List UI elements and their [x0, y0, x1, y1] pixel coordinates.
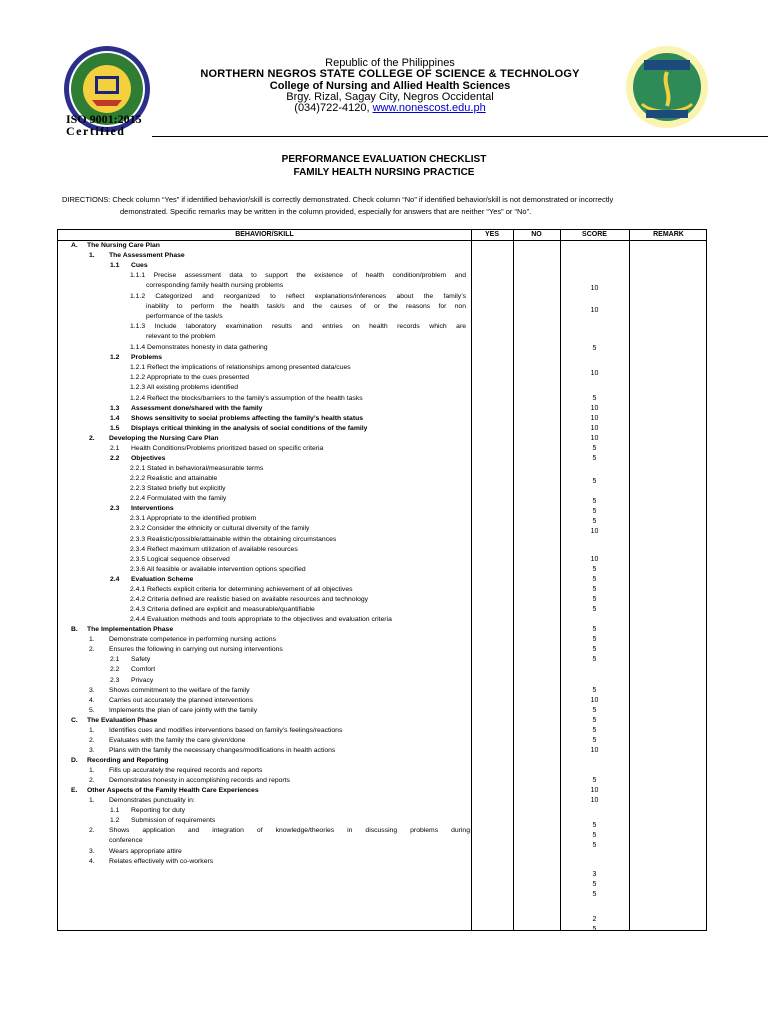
address-line: Brgy. Rizal, Sagay City, Negros Occidental	[286, 91, 494, 103]
row-text: Problems	[131, 354, 162, 361]
score-value: 5	[592, 822, 597, 829]
column-divider	[513, 230, 514, 930]
row-number: 1.2	[110, 817, 120, 824]
score-value: 5	[592, 508, 597, 515]
row-number: 4.	[89, 697, 95, 704]
row-text: Recording and Reporting	[87, 757, 169, 764]
row-number: 3.	[89, 848, 95, 855]
score-value: 10	[590, 370, 599, 377]
score-value: 10	[590, 556, 599, 563]
row-number: 2.	[89, 435, 95, 442]
header-behavior-skill: BEHAVIOR/SKILL	[235, 231, 294, 238]
evaluation-table	[57, 229, 707, 931]
score-value: 10	[590, 415, 599, 422]
score-value: 5	[592, 518, 597, 525]
row-number: 2.2	[110, 666, 120, 673]
row-text: Safety	[131, 656, 151, 663]
row-text: 2.4.4 Evaluation methods and tools appropriate to the objectives and evaluation criteria	[130, 616, 392, 623]
row-text: 2.4.1 Reflects explicit criteria for determining achievement of all objectives	[130, 586, 353, 593]
score-value: 5	[592, 687, 597, 694]
score-value: 5	[592, 606, 597, 613]
iso-standard: ISO 9001:2015	[66, 112, 142, 126]
row-number: 2.	[89, 646, 95, 653]
row-text: corresponding family health nursing problems	[146, 282, 284, 289]
score-value: 5	[592, 498, 597, 505]
row-number: 1.	[89, 727, 95, 734]
row-text: Displays critical thinking in the analysis of social conditions of the family	[131, 425, 368, 432]
website-link[interactable]: www.nonescost.edu.ph	[372, 102, 486, 114]
score-value: 5	[592, 717, 597, 724]
school-name: NORTHERN NEGROS STATE COLLEGE OF SCIENCE & TECHNOLOGY	[200, 68, 580, 80]
row-text: 2.3.4 Reflect maximum utilization of available resources	[130, 546, 298, 553]
row-text: 2.4.2 Criteria defined are realistic based on available resources and technology	[130, 596, 369, 603]
header-remark: REMARK	[653, 231, 684, 238]
row-text: The Nursing Care Plan	[87, 242, 160, 249]
college-name: College of Nursing and Allied Health Sciences	[269, 80, 511, 92]
score-value: 5	[592, 626, 597, 633]
iso-certification	[66, 113, 142, 137]
header-score: SCORE	[582, 231, 607, 238]
row-text: Reporting for duty	[131, 807, 186, 814]
score-value: 5	[592, 395, 597, 402]
row-number: 1.4	[110, 415, 120, 422]
row-text: 2.2.4 Formulated with the family	[130, 495, 227, 502]
row-number: D.	[71, 757, 78, 764]
score-value: 5	[592, 566, 597, 573]
row-text: The Evaluation Phase	[87, 717, 158, 724]
contact-line	[160, 102, 620, 114]
row-text: 1.1.2 Categorized and reorganized to reflect explanations/inferences about the family’s	[130, 293, 466, 300]
row-number: 1.1	[110, 807, 120, 814]
score-value: 10	[590, 307, 599, 314]
score-value: 5	[592, 345, 597, 352]
score-value: 5	[592, 737, 597, 744]
score-value: 5	[592, 455, 597, 462]
score-value: 10	[590, 425, 599, 432]
row-text: performance of the task/s	[146, 313, 223, 320]
row-number: 1.	[89, 767, 95, 774]
row-text: 2.3.5 Logical sequence observed	[130, 556, 230, 563]
row-number: C.	[71, 717, 78, 724]
row-number: A.	[71, 242, 78, 249]
row-number: 1.1	[110, 262, 120, 269]
row-text: Shows application and integration of knowledge/theories in discussing problems during	[109, 827, 470, 834]
row-text: Evaluation Scheme	[131, 576, 194, 583]
score-value: 5	[592, 576, 597, 583]
score-value: 5	[592, 842, 597, 849]
row-text: 1.1.4 Demonstrates honesty in data gathering	[130, 344, 268, 351]
row-text: Privacy	[131, 677, 154, 684]
row-text: 2.3.3 Realistic/possible/attainable within the obtaining circumstances	[130, 536, 337, 543]
score-value: 10	[590, 787, 599, 794]
row-text: 2.4.3 Criteria defined are explicit and measurable/quantifiable	[130, 606, 315, 613]
row-number: B.	[71, 626, 78, 633]
row-text: Developing the Nursing Care Plan	[109, 435, 219, 442]
directions-line-2: demonstrated. Specific remarks may be written in the column provided, especially for answers that are neither “Yes” or “No”.	[120, 207, 532, 216]
row-number: 1.3	[110, 405, 120, 412]
row-text: Demonstrates honesty in accomplishing records and reports	[109, 777, 290, 784]
row-text: 2.2.1 Stated in behavioral/measurable terms	[130, 465, 264, 472]
row-text: 2.2.3 Stated briefly but explicitly	[130, 485, 226, 492]
row-number: 2.	[89, 777, 95, 784]
row-text: The Assessment Phase	[109, 252, 185, 259]
row-number: E.	[71, 787, 78, 794]
column-divider	[629, 230, 630, 930]
row-text: Implements the plan of care jointly with the family	[109, 707, 258, 714]
score-value: 3	[592, 871, 597, 878]
row-text: 1.2.3 All existing problems identified	[130, 384, 239, 391]
row-number: 1.	[89, 636, 95, 643]
row-text: 1.1.1 Precise assessment data to support the existence of health condition/problem and	[130, 272, 466, 279]
row-text: Assessment done/shared with the family	[131, 405, 263, 412]
score-value: 10	[590, 285, 599, 292]
header-rule	[152, 136, 768, 137]
row-number: 2.3	[110, 677, 120, 684]
phone-number: (034)722-4120,	[294, 102, 370, 114]
row-number: 2.1	[110, 656, 120, 663]
row-text: Identifies cues and modifies interventions based on family’s feelings/reactions	[109, 727, 343, 734]
score-value: 10	[590, 797, 599, 804]
row-text: 1.2.4 Reflect the blocks/barriers to the family’s assumption of the health tasks	[130, 395, 363, 402]
score-value: 5	[592, 646, 597, 653]
row-number: 4.	[89, 858, 95, 865]
score-value: 10	[590, 405, 599, 412]
row-text: 2.2.2 Realistic and attainable	[130, 475, 218, 482]
row-number: 3.	[89, 687, 95, 694]
score-value: 5	[592, 777, 597, 784]
row-text: Ensures the following in carrying out nursing interventions	[109, 646, 283, 653]
row-text: Interventions	[131, 505, 174, 512]
header-no: NO	[531, 231, 542, 238]
column-divider	[471, 230, 472, 930]
score-value: 5	[592, 656, 597, 663]
score-value: 5	[592, 586, 597, 593]
row-text: 2.3.1 Appropriate to the identified problem	[130, 515, 257, 522]
score-value: 5	[592, 636, 597, 643]
document-subtitle: FAMILY HEALTH NURSING PRACTICE	[293, 167, 475, 178]
row-text: Objectives	[131, 455, 166, 462]
score-value: 5	[592, 478, 597, 485]
score-value: 2	[592, 916, 597, 923]
row-number: 5.	[89, 707, 95, 714]
row-text: 2.3.6 All feasible or available intervention options specified	[130, 566, 306, 573]
score-value: 10	[590, 435, 599, 442]
row-text: inability to perform the health task/s and the causes of or the reasons for non	[146, 303, 466, 310]
score-value: 5	[592, 891, 597, 898]
row-number: 3.	[89, 747, 95, 754]
row-number: 2.2	[110, 455, 120, 462]
row-number: 2.3	[110, 505, 120, 512]
score-value: 5	[592, 707, 597, 714]
iso-certified: Certified	[66, 124, 126, 138]
directions-line-1: DIRECTIONS: Check column “Yes” if identified behavior/skill is correctly demonstrated. Check column “No” if identified behavior/skill is not demonstrated or incorrectly	[62, 195, 614, 204]
directions	[62, 194, 722, 218]
score-value: 5	[592, 596, 597, 603]
row-number: 2.4	[110, 576, 120, 583]
score-value: 5	[592, 881, 597, 888]
row-number: 2.	[89, 737, 95, 744]
row-text: Demonstrates punctuality in:	[109, 797, 195, 804]
score-value: 5	[592, 727, 597, 734]
row-text: 1.1.3 Include laboratory examination results and entries on health records which are	[130, 323, 466, 330]
row-text: Submission of requirements	[131, 817, 216, 824]
republic-line: Republic of the Philippines	[325, 57, 455, 69]
row-number: 2.	[89, 827, 95, 834]
row-text: Other Aspects of the Family Health Care Experiences	[87, 787, 259, 794]
row-number: 1.2	[110, 354, 120, 361]
score-value: 5	[592, 832, 597, 839]
row-text: Health Conditions/Problems prioritized based on specific criteria	[131, 445, 324, 452]
nursing-college-logo	[622, 44, 712, 130]
row-text: 2.3.2 Consider the ethnicity or cultural diversity of the family	[130, 525, 310, 532]
row-text: Cues	[131, 262, 148, 269]
row-text: 1.2.1 Reflect the implications of relationships among presented data/cues	[130, 364, 351, 371]
row-text: Demonstrate competence in performing nursing actions	[109, 636, 276, 643]
score-value: 10	[590, 697, 599, 704]
row-number: 1.5	[110, 425, 120, 432]
row-text: Shows commitment to the welfare of the family	[109, 687, 250, 694]
row-text: Carries out accurately the planned interventions	[109, 697, 253, 704]
document-title: PERFORMANCE EVALUATION CHECKLIST	[281, 154, 487, 165]
header-yes: YES	[484, 231, 499, 238]
row-text: Evaluates with the family the care given/done	[109, 737, 246, 744]
score-value: 10	[590, 747, 599, 754]
row-text: conference	[109, 837, 143, 844]
score-value: 10	[590, 528, 599, 535]
score-value: 5	[592, 926, 597, 933]
row-number: 2.1	[110, 445, 120, 452]
row-text: Relates effectively with co-workers	[109, 858, 214, 865]
row-text: Fills up accurately the required records and reports	[109, 767, 263, 774]
row-text: The Implementation Phase	[87, 626, 174, 633]
row-text: Plans with the family the necessary changes/modifications in health actions	[109, 747, 336, 754]
row-text: relevant to the problem	[146, 333, 216, 340]
row-text: Comfort	[131, 666, 156, 673]
score-value: 5	[592, 445, 597, 452]
row-text: Shows sensitivity to social problems affecting the family’s health status	[131, 415, 364, 422]
row-text: 1.2.2 Appropriate to the cues presented	[130, 374, 250, 381]
row-number: 1.	[89, 252, 95, 259]
row-number: 1.	[89, 797, 95, 804]
row-text: Wears appropriate attire	[109, 848, 182, 855]
